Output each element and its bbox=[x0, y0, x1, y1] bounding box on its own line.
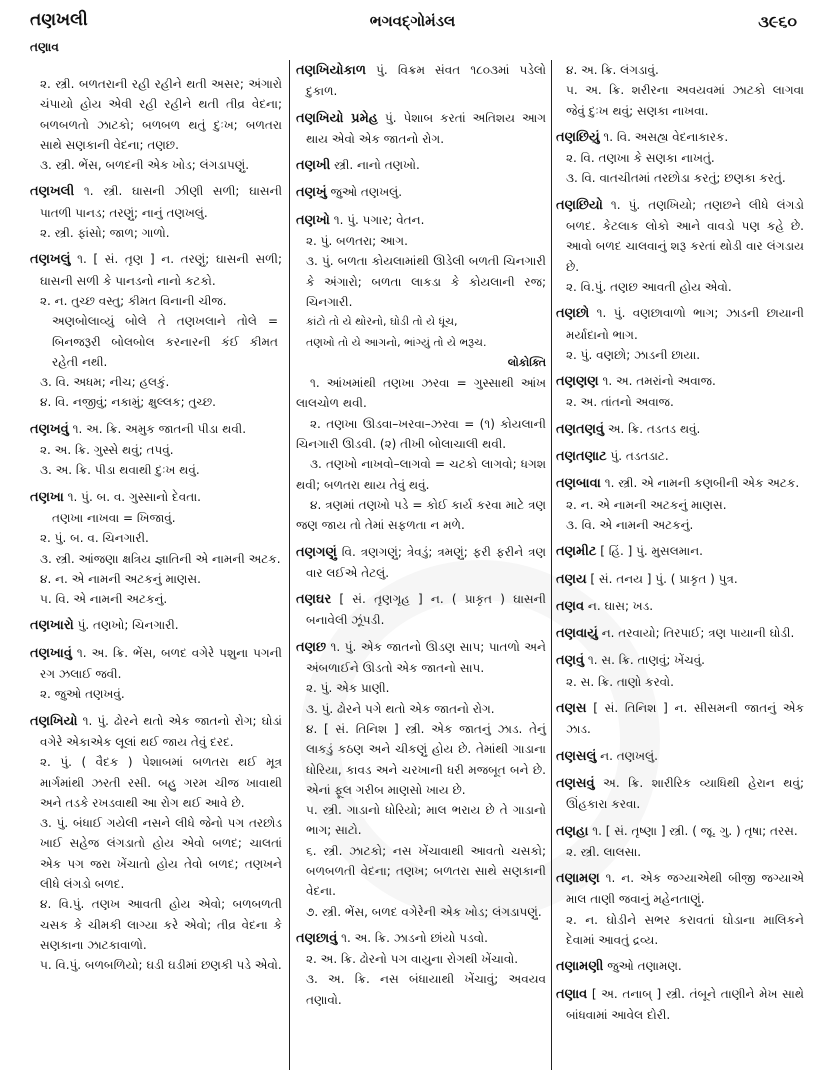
dictionary-entry bbox=[296, 589, 546, 631]
entry-sense: ૩. પું. બળતા કોયલામાંથી ઊડેલી બળતી ચિનગારી કે અંગારો; બળતા લાકડા કે કોયલાની રજ; ચિનગારી. bbox=[306, 254, 546, 309]
dictionary-entry bbox=[556, 623, 804, 644]
entry-definition: જુઓ તણખલું. bbox=[326, 185, 403, 200]
entry-definition: [ સં. તૃણગૃહ ] ન. ( પ્રાકૃત ) ઘાસની બનાવેલી ઝૂંપડી. bbox=[306, 592, 546, 628]
entry-sense: ૨. સ્ત્રી. ફાંસો; જાળ; ગાળો. bbox=[40, 226, 170, 241]
entry-definition: ન. તરવાયો; તિરપાઈ; ત્રણ પાયાની ઘોડી. bbox=[597, 626, 795, 641]
entry-definition: સ્ત્રી. નાનો તણખો. bbox=[330, 158, 420, 173]
entry-definition: પું. પેશાબ કરતાં અતિશય આગ થાય એવો એક જાતનો રોગ. bbox=[306, 110, 546, 146]
dictionary-entry bbox=[30, 181, 282, 223]
dictionary-entry bbox=[296, 210, 546, 231]
entry-definition: ૧. પું. તણખિયો; તણછને લીધે લંગડો બળદ. કેટલાક લોકો આને વાવડો પણ કહે છે. આવો બળદ ચાલવાનું શરૂ કરતાં થોડી વાર લંગડાય છે. bbox=[566, 197, 804, 274]
dictionary-entry bbox=[296, 60, 546, 102]
dictionary-entry bbox=[556, 984, 804, 1026]
column-divider bbox=[289, 60, 290, 1070]
guide-word-first: તણખલી bbox=[30, 10, 88, 30]
dictionary-entry bbox=[556, 569, 804, 590]
entry-sense: ૨. ન. ઘોડીને સભર કરાવતાં ઘોડાના માલિકને દેવામાં આવતું દ્રવ્ય. bbox=[566, 912, 804, 947]
dictionary-entry bbox=[30, 487, 282, 508]
entry-headword: તણછ bbox=[296, 639, 327, 655]
entry-definition: [ અ. તનાબ્ ] સ્ત્રી. તંબૂને તાણીને મેખ સાથે બાંધવામાં આવેલ દોરી. bbox=[566, 986, 804, 1022]
entry-headword: તણતણવું bbox=[556, 421, 605, 437]
entry-sense: ૨. અ. ક્રિ. ગુસ્સે થવું; તપવું. bbox=[40, 443, 174, 458]
entry-headword: તણછિયું bbox=[556, 129, 600, 145]
entry-sense: ૩. વિ. અધમ; નીચ; હલકું. bbox=[40, 375, 170, 390]
dictionary-entry bbox=[296, 928, 546, 949]
entry-definition: જુઓ તણામણ. bbox=[603, 959, 682, 974]
dictionary-entry bbox=[30, 419, 282, 440]
entry-definition: [ સં. તિનિશ ] ન. સીસમની જાતનું એક ઝાડ. bbox=[566, 701, 804, 737]
entry-definition: અ. ક્રિ. શારીરિક વ્યાધિથી હેરાન થવું; ઊંહકારા કરવા. bbox=[566, 775, 804, 812]
idiom-definition: ૪. ત્રણમાં તણખો પડે = કોઈ કાર્ય કરવા માટે ત્રણ જણ જાય તો તેમાં સફળતા ન મળે. bbox=[296, 497, 546, 533]
dictionary-entry bbox=[556, 821, 804, 842]
entry-headword: તણહા bbox=[556, 823, 589, 839]
dictionary-entry bbox=[556, 446, 804, 467]
entry-sense: ૨. વિ. તણખા કે સણકા નાખતું. bbox=[566, 151, 715, 166]
dictionary-entry bbox=[556, 596, 804, 617]
entry-definition: ૧. પું. પગાર; વેતન. bbox=[329, 212, 425, 227]
entry-definition: ૧. [ સં. તૃષ્ણા ] સ્ત્રી. ( જૂ. ગુ. ) તૃષા; તરસ. bbox=[588, 823, 798, 838]
entry-definition: અ. ક્રિ. તડતડ થવું. bbox=[604, 421, 701, 436]
entry-headword: તણખું bbox=[296, 185, 327, 201]
entry-headword: તણગણું bbox=[296, 544, 337, 560]
entry-sense: ૩. સ્ત્રી. ભેંસ, બળદની એક ખોડ; લંગડાપણું. bbox=[40, 158, 250, 173]
entry-definition: ૧. અ. તમરાંનો અવાજ. bbox=[598, 374, 716, 389]
entry-headword: તણામણી bbox=[556, 959, 604, 975]
entry-headword: તણાવ bbox=[556, 986, 588, 1002]
entry-headword: તણામણ bbox=[556, 871, 600, 887]
entry-headword: તણણણ bbox=[556, 374, 599, 390]
entry-sense: ૨. ન. તુચ્છ વસ્તુ; કીમત વિનાની ચીજ. bbox=[40, 293, 227, 308]
page-number: ૩૯૬૦ bbox=[758, 12, 797, 31]
idiom-definition: ૧. આંખમાંથી તણખા ઝરવા = ગુસ્સાથી આંખ લાલચોળ થવી. bbox=[296, 376, 546, 411]
entry-sense: ૨. સ. ક્રિ. તાણો કરવો. bbox=[566, 674, 674, 689]
dictionary-entry bbox=[556, 195, 804, 277]
entry-sense: ૨. ન. એ નામની અટકનું માણસ. bbox=[566, 497, 727, 512]
entry-definition: ૧. વિ. અસહ્ય વેદનાકારક. bbox=[599, 129, 729, 144]
entry-headword: તણવું bbox=[556, 653, 585, 669]
entry-headword: તણખલી bbox=[30, 184, 75, 200]
entry-sense: ૫. અ. ક્રિ. શરીરના અવયવમાં ઝાટકો લાગવા જેવું દુઃખ થવું; સણકા નાખવા. bbox=[566, 83, 804, 118]
entry-sense: ૪. વિ.પું. તણખ આવતી હોય એવો; બળબળતી ચસક કે ચીમકી લાગ્યા કરે એવો; તીવ્ર વેદના કે સણકાના ઝાટકાવાળો. bbox=[40, 897, 282, 952]
dictionary-entry bbox=[556, 773, 804, 815]
entry-headword: તણસવું bbox=[556, 775, 595, 791]
entry-definition: પું. તડતડાટ. bbox=[606, 449, 669, 464]
verse-line: તણખો તો યે આગનો, ભાંગ્યું તો યે ભરૂચ. bbox=[306, 335, 487, 349]
guide-word-last: તણાવ bbox=[30, 40, 59, 54]
idiom-definition: ૩. તણખો નાખવો–લાગવો = ચટકો લાગવો; ધગશ થવી; બળતરા થાય તેવું થવું. bbox=[296, 457, 546, 492]
entry-definition: ૧. સ. ક્રિ. તાણવું; ખેંચવું. bbox=[584, 653, 705, 668]
verse-line: કાંટો તો યે થોરનો, ઘોડી તો યે ધૂંચ, bbox=[306, 315, 458, 329]
entry-headword: તણખારો bbox=[30, 618, 74, 634]
entry-sense: ૨. વિ.પું. તણછ આવતી હોય એવો. bbox=[566, 279, 732, 294]
entry-definition: ૧. [ સં. તૃણ ] ન. તરણું; ઘાસની સળી; ઘાસની સળી કે પાનડનો નાનો કટકો. bbox=[40, 252, 282, 288]
dictionary-column-1 bbox=[30, 74, 282, 975]
entry-definition: વિ. ત્રણગણું; ત્રેવડું; ત્રમણું; ફરી ફરીને ત્રણ વાર લઈએ તેટલું. bbox=[306, 544, 546, 580]
entry-definition: ૧. ન. એક જગ્યાએથી બીજી જગ્યાએ માલ તાણી જવાનું મહેનતાણું. bbox=[566, 871, 804, 907]
usage-example: તણખા નાખવા = ખિજાવું. bbox=[52, 510, 176, 525]
entry-sense: ૬. સ્ત્રી. ઝાટકો; નસ ખેંચાવાથી આવતો ચસકો; બળબળતી વેદના; તણખ; બળતરા સાથે સણકાની વેદના. bbox=[306, 843, 546, 899]
entry-sense: ૩. વિ. એ નામની અટકનું. bbox=[566, 517, 694, 532]
entry-definition: ૧. સ્ત્રી. ઘાસની ઝીણી સળી; ઘાસની પાતળી પાનડ; તરણું; નાનું તણખલું. bbox=[40, 184, 282, 220]
entry-definition: ૧. અ. ક્રિ. ઝાડનો છાંયો પડવો. bbox=[337, 930, 488, 945]
entry-definition: ૧. પું. બ. વ. ગુસ્સાનો દેવતા. bbox=[63, 489, 201, 504]
entry-sense: ૨. પું. એક પ્રાણી. bbox=[306, 681, 390, 696]
entry-headword: તણઘર bbox=[296, 592, 332, 608]
entry-definition: ૧. પું. વણછાવાળો ભાગ; ઝાડની છાયાની મર્યાદાનો ભાગ. bbox=[566, 306, 804, 342]
entry-headword: તણય bbox=[556, 571, 587, 587]
entry-definition: ૧. સ્ત્રી. એ નામની કણબીની એક અટક. bbox=[600, 476, 800, 491]
entry-sense: ૩. અ. ક્રિ. નસ બંધાયાથી ખેંચાવું; અવયવ તણાવો. bbox=[306, 972, 546, 1007]
entry-definition: ૧. અ. ક્રિ. અમુક જાતની પીડા થવી. bbox=[68, 421, 247, 436]
dictionary-entry bbox=[556, 303, 804, 345]
dictionary-entry bbox=[556, 650, 804, 671]
idiom-definition: ૨. તણખા ઊડવા–ખરવા–ઝરવા = (૧) કોયલાની ચિનગારી ઊડવી. (૨) તીખી બોલાચાલી થવી. bbox=[296, 416, 546, 452]
entry-sense: ૭. સ્ત્રી. ભેંસ, બળદ વગેરેની એક ખોડ; લંગડાપણું. bbox=[306, 904, 542, 919]
entry-headword: તણખી bbox=[296, 158, 331, 174]
entry-definition: ન. ઘાસ; ખડ. bbox=[584, 598, 654, 613]
dictionary-entry bbox=[556, 127, 804, 148]
dictionary-entry bbox=[556, 746, 804, 767]
dictionary-entry bbox=[556, 541, 804, 562]
entry-sense: ૪. અ. ક્રિ. લંગડાવું. bbox=[566, 63, 659, 77]
entry-sense: ૫. વિ. એ નામની અટકનું. bbox=[40, 592, 168, 607]
dictionary-entry bbox=[556, 419, 804, 440]
entry-definition: ૧. અ. ક્રિ. ભેંસ, બળદ વગેરે પશુના પગની રગ ઝલાઈ જવી. bbox=[40, 645, 282, 682]
entry-definition: ૧. પું. ઢોરને થતો એક જાતનો રોગ; ઘોડાં વગેરે એકાએક લૂલાં થઈ જાય તેવું દરદ. bbox=[40, 713, 282, 749]
entry-sense: ૩. પું. ઢોરને પગે થતો એક જાતનો રોગ. bbox=[306, 701, 495, 716]
verse-attribution: લોકોક્તિ bbox=[507, 355, 546, 369]
entry-sense: ૨. સ્ત્રી. બળતરાની રહી રહીને થતી અસર; અંગારો ચંપાયો હોય એવી રહી રહીને થતી તીવ્ર વેદના; બળબળતો ઝાટકો; બળબળ થતું દુઃખ; બળતરા સાથે સણકાની વેદના; તણછ. bbox=[40, 77, 282, 152]
entry-headword: તણખાવું bbox=[30, 645, 72, 661]
entry-headword: તણસ bbox=[556, 701, 587, 717]
dictionary-entry bbox=[30, 615, 282, 636]
page-title: ભગવદ્ગોમંડલ bbox=[369, 12, 456, 30]
dictionary-entry bbox=[296, 637, 546, 679]
dictionary-entry bbox=[556, 371, 804, 392]
usage-example: અણબોલાવ્યું બોલે તે તણખલાને તોલે = બિનજરૂરી બોલબોલ કરનારની કંઈ કીમત રહેતી નથી. bbox=[52, 314, 278, 369]
entry-headword: તણખિયોકાળ bbox=[296, 63, 366, 78]
dictionary-entry bbox=[556, 956, 804, 977]
entry-sense: ૩. વિ. વાતચીતમાં તરછોડા કરતું; છણકા કરતું. bbox=[566, 171, 786, 186]
entry-headword: તણતણાટ bbox=[556, 449, 607, 465]
dictionary-column-3 bbox=[556, 60, 804, 1025]
entry-headword: તણસલું bbox=[556, 748, 597, 764]
entry-definition: પું. તણખો; ચિનગારી. bbox=[73, 618, 179, 633]
entry-headword: તણખા bbox=[30, 489, 64, 505]
dictionary-entry bbox=[30, 643, 282, 685]
entry-sense: ૩. અ. ક્રિ. પીડા થવાથી દુઃખ થવું. bbox=[40, 463, 200, 478]
dictionary-entry bbox=[296, 108, 546, 150]
column-divider bbox=[551, 60, 552, 1070]
entry-headword: તણમીટ bbox=[556, 544, 597, 560]
dictionary-entry bbox=[296, 542, 546, 584]
entry-headword: તણખવું bbox=[30, 421, 69, 437]
dictionary-entry bbox=[30, 711, 282, 753]
entry-headword: તણછાવું bbox=[296, 930, 338, 946]
entry-sense: ૩. સ્ત્રી. આંજણા ક્ષત્રિય જ્ઞાતિની એ નામની અટક. bbox=[40, 551, 281, 566]
dictionary-entry bbox=[30, 249, 282, 291]
entry-headword: તણવ bbox=[556, 598, 585, 614]
entry-sense: ૫. વિ.પું. બળબળિયો; ઘડી ઘડીમાં છણકી પડે એવો. bbox=[40, 958, 282, 973]
entry-headword: તણવાયું bbox=[556, 626, 598, 642]
entry-definition: [ હિં. ] પું. મુસલમાન. bbox=[596, 544, 703, 559]
entry-headword: તણબાવા bbox=[556, 476, 601, 492]
entry-definition: ૧. પું. એક જાતનો ઊડણ સાપ; પાતળો અને અંબળાઈને ઊડતો એક જાતનો સાપ. bbox=[306, 639, 546, 676]
entry-headword: તણખિયો bbox=[30, 713, 78, 729]
entry-sense: ૨. જુઓ તણખવું. bbox=[40, 687, 125, 702]
entry-definition: [ સં. તનય ] પું. ( પ્રાકૃત ) પુત્ર. bbox=[586, 571, 738, 586]
entry-sense: ૨. અ. ક્રિ. ઢોરનો પગ વાયુના રોગથી ખેંચાવો. bbox=[306, 952, 519, 967]
entry-sense: ૨. પું. વણછો; ઝાડની છાયા. bbox=[566, 347, 701, 362]
entry-sense: ૪. [ સં. તિનિશ ] સ્ત્રી. એક જાતનું ઝાડ. તેનું લાકડું કઠણ અને ચીકણું હોય છે. તેમાંથી ગાડાના ધોરિયા, કાવડ અને ચરખાની ધરી મજબૂત બને છે. એનાં ફૂલ ગરીબ માણસો ખાય છે. bbox=[306, 721, 546, 797]
dictionary-entry bbox=[556, 868, 804, 910]
entry-sense: ૪. ન. એ નામની અટકનું માણસ. bbox=[40, 571, 201, 586]
entry-definition: ન. તણખલું. bbox=[596, 748, 658, 763]
entry-headword: તણછો bbox=[556, 306, 590, 322]
entry-sense: ૨. પું. બળતરા; આગ. bbox=[306, 234, 408, 249]
entry-sense: ૩. પું. બંધાઈ ગયેલી નસને લીધે જેનો પગ તરછોડ ખાઈ સહેજ લંગડાતો હોય એવો બળદ; ચાલતાં એક પગ જરા ખેંચાતો હોય તેવો બળદ; તણખને લીધે લંગડો બળદ. bbox=[40, 816, 282, 891]
entry-headword: તણખલું bbox=[30, 252, 71, 268]
entry-sense: ૨. પું. ( વૈદક ) પેશાબમાં બળતરા થઈ મૂત્ર માર્ગમાંથી ઝરતી રસી. બહુ ગરમ ચીજ ખાવાથી અને તડકે રખડવાથી આ રોગ થઈ આવે છે. bbox=[40, 755, 282, 810]
entry-sense: ૨. પું. બ. વ. ચિનગારી. bbox=[40, 531, 149, 546]
entry-sense: ૨. અ. તાંતનો અવાજ. bbox=[566, 395, 674, 410]
dictionary-entry bbox=[296, 182, 546, 203]
dictionary-entry bbox=[556, 698, 804, 740]
entry-sense: ૫. સ્ત્રી. ગાડાનો ધોરિયો; માલ ભરાય છે તે ગાડાનો ભાગ; સાટો. bbox=[306, 803, 546, 838]
dictionary-entry bbox=[556, 473, 804, 494]
entry-definition: પું. વિક્રમ સંવત ૧૮૦૩માં પડેલો દુકાળ. bbox=[306, 63, 546, 99]
dictionary-entry bbox=[296, 155, 546, 176]
entry-headword: તણખિયો પ્રમેહ bbox=[296, 110, 378, 126]
entry-headword: તણખો bbox=[296, 212, 330, 228]
entry-sense: ૪. વિ. નજીવું; નકામું; ક્ષુલ્લક; તુચ્છ. bbox=[40, 395, 216, 410]
dictionary-column-2 bbox=[296, 60, 546, 1010]
entry-sense: ૨. સ્ત્રી. લાલસા. bbox=[566, 844, 642, 859]
entry-headword: તણછિયો bbox=[556, 197, 603, 213]
